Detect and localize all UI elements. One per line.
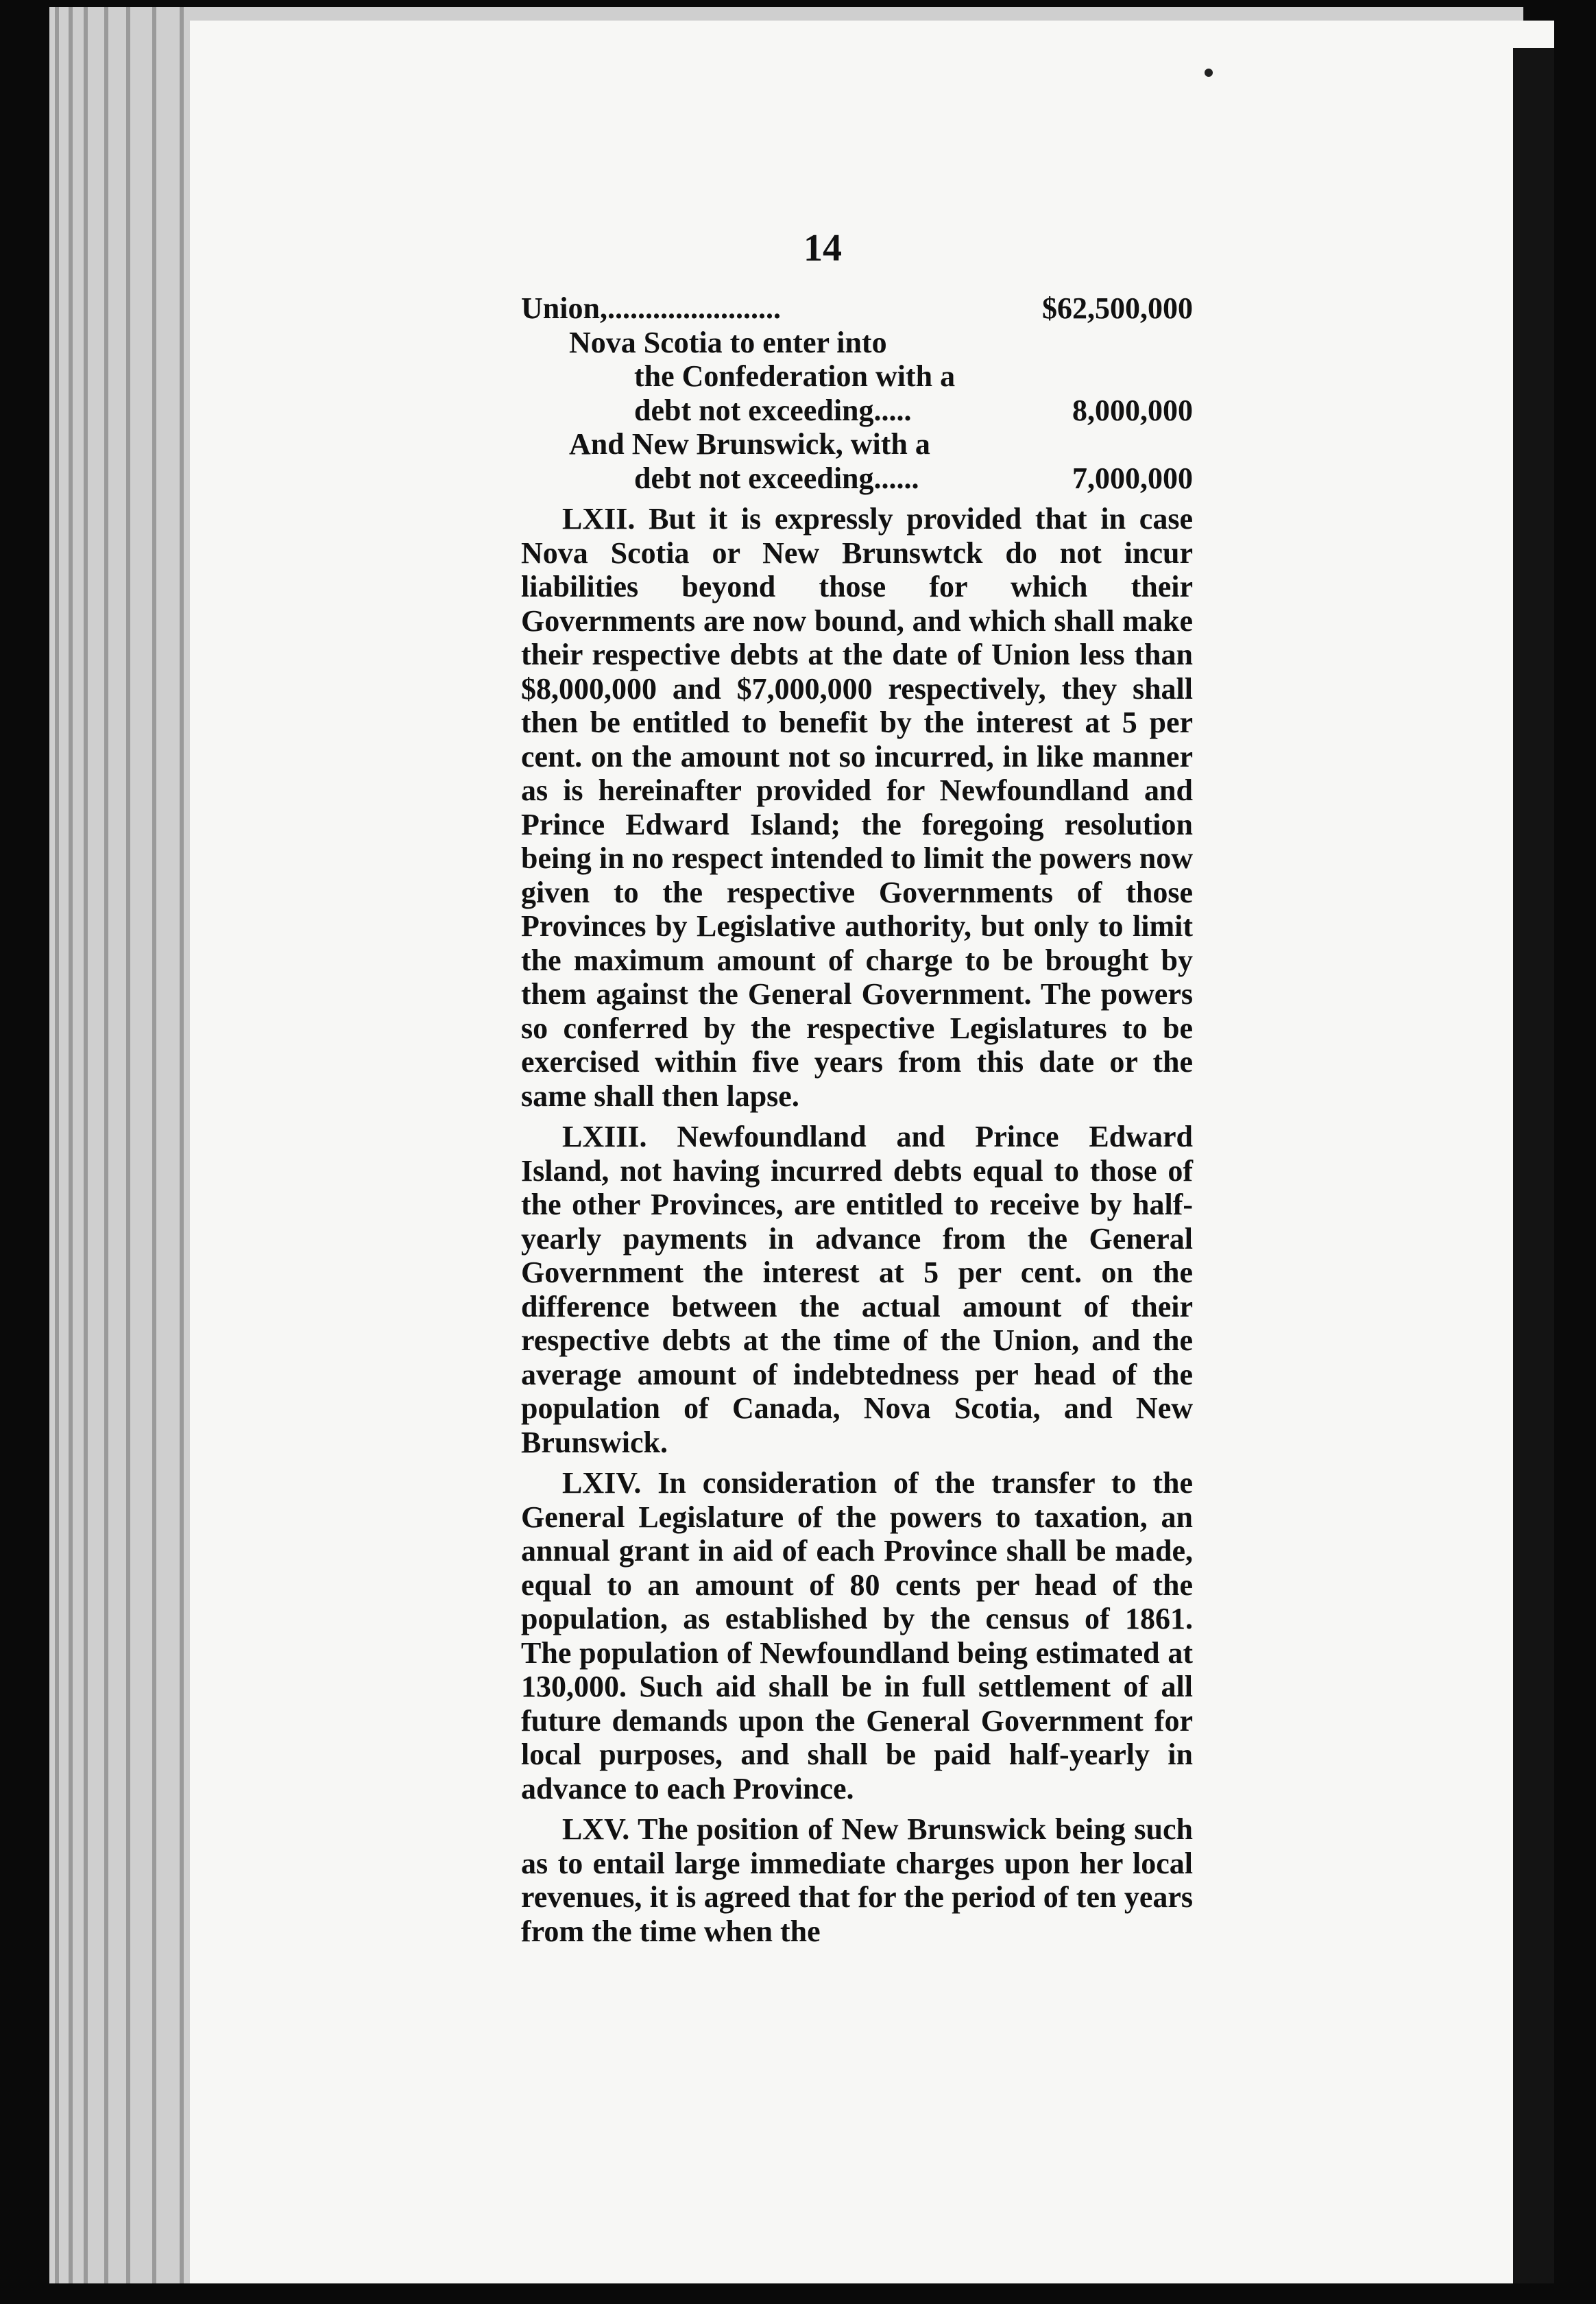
resolution-lxiii: LXIII. Newfoundland and Prince Edward Island, not having incurred debts equal to those of the other Provinces, are entitled to receive by half-yearly payments in advance from the General Government the interest at 5 per cent. on the difference between the actual amount of their respective debts at the time of the Union, and the average amount of indebtedness per head of the population of Canada, Nova Scotia, and New Brunswick. bbox=[521, 1120, 1193, 1459]
ledger-amount: 7,000,000 bbox=[1072, 461, 1193, 495]
ledger-row bbox=[521, 461, 1193, 496]
ledger-amount bbox=[1186, 427, 1193, 461]
ink-speck bbox=[1205, 69, 1213, 77]
ledger-label: the Confederation with a bbox=[634, 359, 956, 393]
page-edge-line bbox=[69, 7, 73, 2283]
ledger-label: debt not exceeding..... bbox=[634, 393, 912, 427]
ledger-amount: 8,000,000 bbox=[1072, 393, 1193, 427]
ledger-amount: $62,500,000 bbox=[1042, 291, 1193, 325]
ledger-row bbox=[521, 291, 1193, 326]
ledger-row bbox=[521, 394, 1193, 428]
page-edge-line bbox=[104, 7, 108, 2283]
ledger-amount bbox=[1186, 326, 1193, 360]
ledger-label: Union,....................... bbox=[521, 291, 781, 325]
resolution-lxiv: LXIV. In consideration of the transfer to the General Legislature of the powers to taxation, an annual grant in aid of each Province shall be made, equal to an amount of 80 cents per head of the population, as established by the census of 1861. The population of Newfoundland being estimated at 130,000. Such aid shall be in full settlement of all future demands upon the General Government for local purposes, and shall be paid half-yearly in advance to each Province. bbox=[521, 1466, 1193, 1805]
page-edge-line bbox=[55, 7, 59, 2283]
ledger-label: debt not exceeding...... bbox=[634, 461, 919, 495]
ledger-row bbox=[521, 326, 1193, 360]
ledger-row bbox=[521, 359, 1193, 394]
page-edge-line bbox=[152, 7, 156, 2283]
page-edge-line bbox=[180, 7, 184, 2283]
debt-ledger bbox=[521, 291, 1193, 495]
document-body bbox=[521, 291, 1193, 1948]
ledger-label: Nova Scotia to enter into bbox=[569, 325, 887, 359]
page-edge-line bbox=[84, 7, 88, 2283]
page-binding-shadow bbox=[1513, 48, 1554, 2283]
ledger-amount bbox=[1186, 359, 1193, 394]
ledger-label: And New Brunswick, with a bbox=[569, 427, 930, 461]
page-edge-line bbox=[126, 7, 130, 2283]
resolution-lxii: LXII. But it is expressly provided that in case Nova Scotia or New Brunswtck do not incur liabilities beyond those for which their Governments are now bound, and which shall make their respective debts at the date of Union less than $8,000,000 and $7,000,000 respectively, they shall then be entitled to benefit by the interest at 5 per cent. on the amount not so incurred, in like manner as is hereinafter provided for Newfoundland and Prince Edward Island; the foregoing resolution being in no respect intended to limit the powers now given to the respective Governments of those Provinces by Legislative authority, but only to limit the maximum amount of charge to be brought by them against the General Government. The powers so conferred by the respective Legislatures to be exercised within five years from this date or the same shall then lapse. bbox=[521, 502, 1193, 1113]
resolution-lxv: LXV. The position of New Brunswick being such as to entail large immediate charges upon her local revenues, it is agreed that for the period of ten years from the time when the bbox=[521, 1812, 1193, 1948]
page-number: 14 bbox=[803, 227, 842, 269]
ledger-row bbox=[521, 427, 1193, 461]
